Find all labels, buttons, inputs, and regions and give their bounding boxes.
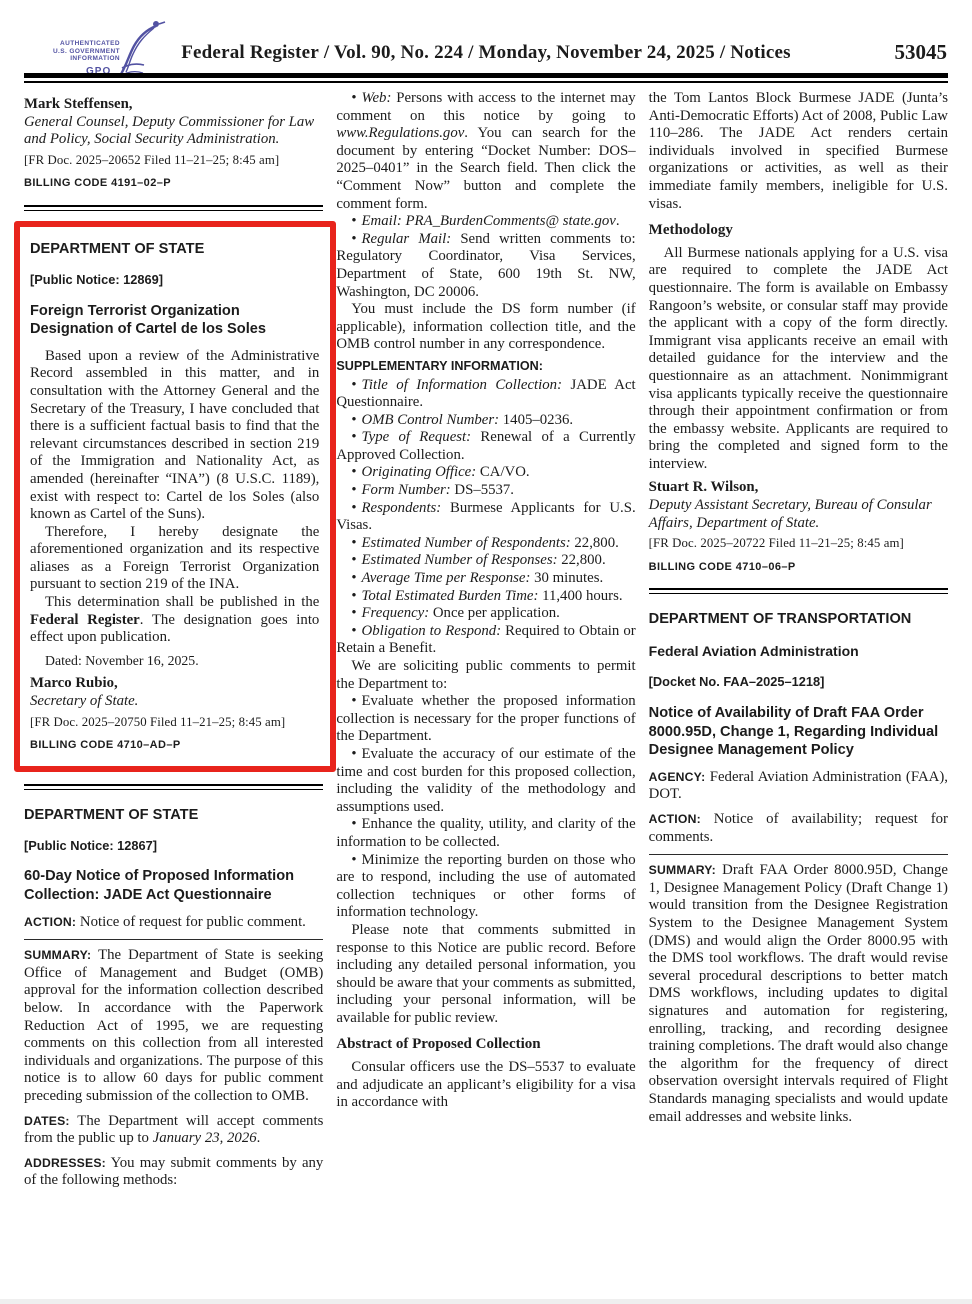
bullet-item bbox=[336, 570, 635, 588]
field-label: ACTION: bbox=[648, 812, 701, 826]
document-title: Notice of Availability of Draft FAA Order 8000.95D, Change 1, Regarding Individual Designee Management Policy bbox=[648, 705, 939, 759]
bullet-item bbox=[336, 213, 635, 231]
gpo-line: AUTHENTICATED bbox=[60, 40, 120, 47]
text-run: Frequency: bbox=[361, 605, 430, 622]
text-run: Please note that comments submitted in response to this Notice are public record. Before including any detailed personal information, you should be aware that your comments as submitted, including your personal information, will be available for public review. bbox=[336, 921, 636, 1026]
text-run: Total Estimated Burden Time: bbox=[361, 587, 539, 604]
notice-number: [Public Notice: 12867] bbox=[24, 837, 157, 853]
supplementary-information-heading: SUPPLEMENTARY INFORMATION: bbox=[336, 358, 543, 373]
section-divider bbox=[24, 205, 323, 211]
gpo-line: INFORMATION bbox=[70, 55, 120, 62]
text-run: Obligation to Respond: bbox=[361, 622, 502, 639]
labeled-paragraph bbox=[649, 769, 948, 804]
text-run: Web: bbox=[361, 90, 392, 106]
text-run: Burmese Applicants for U.S. Visas. bbox=[336, 499, 636, 534]
bullet-item bbox=[336, 852, 635, 922]
dated-line: Dated: November 16, 2025. bbox=[45, 652, 199, 668]
bullet-item bbox=[336, 412, 635, 430]
bullet-icon: • bbox=[351, 482, 357, 499]
text-run: Form Number: bbox=[361, 482, 451, 499]
field-divider bbox=[24, 939, 323, 940]
section-subheading: Abstract of Proposed Collection bbox=[336, 1036, 541, 1053]
highlight-annotation-box bbox=[14, 221, 336, 772]
bullet-icon: • bbox=[351, 587, 357, 604]
text-run: Evaluate the accuracy of our estimate of the time and cost burden for this proposed collection, including the validity of the methodology and assumptions used. bbox=[336, 745, 636, 815]
bullet-item bbox=[336, 231, 635, 301]
field-divider bbox=[649, 854, 948, 855]
field-label: DATES: bbox=[24, 1113, 70, 1128]
text-run: This determination shall be published in the bbox=[45, 594, 320, 611]
text-run: The Department of State is seeking Office of Management and Budget (OMB) approval for the information collection described below. In accordance with the Paperwork Reduction Act of 1995, we are requesting comments on this collection from all interested individuals and organizations. The purpose of this notice is to allow 60 days for public comment preceding submission of the collection to OMB. bbox=[24, 947, 324, 1104]
body-paragraph bbox=[649, 90, 948, 213]
field-label: SUMMARY: bbox=[648, 863, 716, 878]
notice-number: [Public Notice: 12869] bbox=[30, 271, 163, 287]
text-run: Consular officers use the DS–5537 to evaluate and adjudicate an applicant’s eligibility for a visa in accordance with bbox=[336, 1059, 636, 1111]
text-run: OMB Control Number: bbox=[361, 411, 500, 428]
signatory-name: Marco Rubio, bbox=[30, 675, 118, 692]
body-paragraph bbox=[336, 301, 635, 354]
bullet-icon: • bbox=[351, 230, 357, 247]
text-run: . bbox=[256, 1130, 261, 1147]
text-run: Based upon a review of the Administrative Record assembled in this matter, and in consultation with the Attorney General and the Secretary of the Treasury, I have concluded that there is a sufficient factual basis to find that the relevant circumstances described in section 219 of the Immigration and Nationality Act, as amended (hereinafter “INA”) (8 U.S.C. 1189), exist with respect to: Cartel de los Soles (also known as Cartel of the Suns). bbox=[30, 347, 320, 523]
text-run: Notice of availability; request for comments. bbox=[648, 811, 948, 845]
billing-code: BILLING CODE 4710–AD–P bbox=[30, 739, 181, 752]
field-label: ACTION: bbox=[24, 914, 77, 929]
bullet-item bbox=[336, 746, 635, 816]
body-paragraph bbox=[30, 348, 319, 524]
text-run: Therefore, I hereby designate the aforementioned organization and its respective aliases as a Foreign Terrorist Organization pursuant to section 219 of the INA. bbox=[30, 523, 320, 593]
bullet-icon: • bbox=[351, 605, 357, 622]
department-heading: DEPARTMENT OF TRANSPORTATION bbox=[648, 611, 912, 628]
bullet-icon: • bbox=[351, 376, 357, 393]
text-run: All Burmese nationals applying for a U.S. visa are required to complete the JADE Act questionnaire. The form is available on Embassy Rangoon’s website, or consular staff may provide the applicant with a copy of the form directly. Immigrant visa applicants receive an email with detailed guidance for the interview and the questionnaire as an attachment. Nonimmigrant visa applicants typically receive the questionnaire through their appointment confirmation or from the embassy website. Applicants are required to bring the completed and signed form to the interview. bbox=[648, 244, 948, 472]
section-divider bbox=[24, 784, 323, 790]
text-run: Persons with access to the internet may comment on this notice by going to bbox=[336, 90, 636, 124]
text-run: DS–5537. bbox=[450, 482, 515, 499]
department-heading: DEPARTMENT OF STATE bbox=[30, 240, 205, 257]
bullet-item bbox=[336, 552, 635, 570]
body-paragraph bbox=[336, 658, 635, 693]
text-run: Regular Mail: bbox=[361, 230, 452, 247]
fr-doc-line: [FR Doc. 2025–20750 Filed 11–21–25; 8:45 am] bbox=[30, 714, 286, 729]
text-run: Email: PRA_BurdenComments@ state.gov bbox=[361, 213, 616, 230]
masthead-title bbox=[181, 42, 791, 64]
labeled-paragraph bbox=[649, 811, 948, 846]
column-right bbox=[649, 90, 948, 1190]
text-run: You must include the DS form number (if applicable), information collection title, and the OMB control number in any correspondence. bbox=[336, 301, 636, 353]
bullet-item bbox=[336, 605, 635, 623]
text-run: Respondents: bbox=[361, 499, 442, 516]
page-number: 53045 bbox=[894, 40, 947, 64]
department-heading: DEPARTMENT OF STATE bbox=[24, 806, 199, 823]
text-run: You may submit comments by any of the following methods: bbox=[24, 1154, 324, 1189]
text-run: 22,800. bbox=[557, 552, 606, 569]
text-run: January 23, 2026 bbox=[152, 1130, 257, 1147]
section-subheading: Methodology bbox=[648, 222, 733, 239]
billing-code: BILLING CODE 4191–02–P bbox=[24, 177, 171, 190]
bullet-item bbox=[336, 623, 635, 658]
gpo-wordmark: GPO bbox=[86, 66, 112, 77]
text-run: 22,800. bbox=[570, 534, 619, 551]
signatory-title: Deputy Assistant Secretary, Bureau of Consular Affairs, Department of State. bbox=[648, 497, 932, 531]
labeled-paragraph bbox=[24, 1155, 323, 1190]
agency-heading: Federal Aviation Administration bbox=[648, 643, 859, 660]
text-run: Average Time per Response: bbox=[361, 570, 531, 587]
bullet-icon: • bbox=[351, 534, 357, 551]
bullet-icon: • bbox=[351, 499, 357, 516]
text-run: JADE Act Questionnaire. bbox=[336, 376, 636, 411]
bullet-icon: • bbox=[351, 851, 357, 868]
notice-number: [Docket No. FAA–2025–1218] bbox=[648, 674, 825, 690]
body-paragraph bbox=[30, 594, 319, 647]
bullet-item bbox=[336, 588, 635, 606]
gpo-line: U.S. GOVERNMENT bbox=[52, 47, 120, 55]
bullet-icon: • bbox=[351, 90, 357, 106]
field-label: SUMMARY: bbox=[24, 948, 92, 963]
signatory-name: Mark Steffensen, bbox=[24, 96, 133, 112]
billing-code: BILLING CODE 4710–06–P bbox=[648, 560, 796, 573]
masthead-title-bold: Federal Register bbox=[181, 42, 319, 63]
bullet-icon: • bbox=[351, 816, 357, 833]
text-run: the Tom Lantos Block Burmese JADE (Junta’s Anti-Democratic Efforts) Act of 2008, Public Law 110–286. The JADE Act renders certain individuals involved in specified Burmese organizations or activities, as well as their immediate family members, ineligible for U.S. visas. bbox=[648, 90, 948, 212]
text-run: Evaluate whether the proposed information collection is necessary for the proper functions of the Department. bbox=[336, 693, 636, 745]
text-run: Minimize the reporting burden on those who are to respond, including the use of automated collection techniques or other forms of information technology. bbox=[336, 851, 636, 921]
text-run: www.Regulations.gov bbox=[336, 125, 465, 142]
column-middle bbox=[336, 90, 635, 1190]
bullet-icon: • bbox=[351, 552, 357, 569]
document-title: 60-Day Notice of Proposed Information Collection: JADE Act Questionnaire bbox=[24, 868, 295, 903]
text-run: The Department will accept comments from the public up to bbox=[24, 1112, 324, 1147]
bullet-icon: • bbox=[351, 693, 357, 710]
bullet-icon: • bbox=[351, 745, 357, 762]
column-left bbox=[24, 90, 323, 1190]
document-title: Foreign Terrorist Organization Designation of Cartel de los Soles bbox=[30, 302, 266, 338]
text-run: Type of Request: bbox=[361, 429, 472, 446]
text-run: Send written comments to: Regulatory Coordinator, Visa Services, Department of State, 600 19th St. NW, Washington, DC 20006. bbox=[336, 230, 636, 300]
body-paragraph bbox=[30, 524, 319, 594]
field-label: AGENCY: bbox=[648, 769, 706, 784]
bullet-icon: • bbox=[351, 464, 357, 481]
labeled-paragraph bbox=[24, 914, 323, 932]
bullet-item bbox=[336, 500, 635, 535]
signatory-title: General Counsel, Deputy Commissioner for Law and Policy, Social Security Administration. bbox=[24, 113, 315, 148]
text-run: Federal Register bbox=[30, 611, 140, 628]
bullet-icon: • bbox=[351, 622, 357, 639]
section-divider bbox=[649, 588, 948, 594]
bullet-icon: • bbox=[351, 570, 357, 587]
body-paragraph bbox=[336, 1059, 635, 1112]
text-run: Estimated Number of Respondents: bbox=[361, 534, 571, 551]
text-run: Originating Office: bbox=[361, 464, 477, 481]
scan-edge bbox=[0, 1299, 972, 1304]
bullet-item bbox=[336, 429, 635, 464]
bullet-icon: • bbox=[351, 429, 357, 446]
body-paragraph bbox=[649, 245, 948, 474]
bullet-item bbox=[336, 90, 635, 213]
bullet-item bbox=[336, 693, 635, 746]
signatory-name: Stuart R. Wilson, bbox=[648, 479, 759, 496]
text-run: Estimated Number of Responses: bbox=[361, 552, 558, 569]
text-run: Federal Aviation Administration (FAA), DOT. bbox=[648, 768, 948, 803]
bullet-item bbox=[336, 377, 635, 412]
document-body bbox=[24, 90, 948, 1190]
bullet-icon: • bbox=[351, 213, 357, 230]
text-run: 11,400 hours. bbox=[538, 587, 623, 604]
fr-doc-line: [FR Doc. 2025–20652 Filed 11–21–25; 8:45 am] bbox=[24, 152, 280, 167]
text-run: Notice of request for public comment. bbox=[79, 913, 306, 930]
text-run: . You can search for the document by entering “Docket Number: DOS–2025–0401” in the Search field. Then click the “Comment Now” button and complete the comment form. bbox=[336, 125, 636, 212]
text-run: Once per application. bbox=[429, 605, 560, 622]
text-run: Required to Obtain or Retain a Benefit. bbox=[336, 622, 636, 657]
text-run: Draft FAA Order 8000.95D, Change 1, Designee Management Policy (Draft Change 1) would transition from the Designee Registration System to the Designee Management System (DMS) and would align the Order 8000.95 with the DMS tool workflows. The draft would revise several procedural descriptions to better match DMS workflows, including updates to digital signatures and automation for registering, enrolling, tracking, and recording designee training completions. The draft would also change the algorithm for the frequency of direct observation oversight intervals required of Flight Standards managing specialists and would update email addresses and website links. bbox=[648, 862, 948, 1125]
text-run: Title of Information Collection: bbox=[361, 376, 562, 393]
field-label: ADDRESSES: bbox=[24, 1155, 106, 1170]
signatory-title: Secretary of State. bbox=[30, 693, 139, 710]
text-run: . bbox=[615, 213, 620, 230]
bullet-item bbox=[336, 816, 635, 851]
labeled-paragraph bbox=[649, 862, 948, 1126]
labeled-paragraph bbox=[24, 947, 323, 1105]
text-run: 1405–0236. bbox=[499, 411, 574, 428]
text-run: . The designation goes into effect upon publication. bbox=[30, 611, 320, 646]
bullet-item bbox=[336, 482, 635, 500]
text-run: We are soliciting public comments to permit the Department to: bbox=[336, 658, 636, 692]
bullet-item bbox=[336, 464, 635, 482]
fr-doc-line: [FR Doc. 2025–20722 Filed 11–21–25; 8:45 am] bbox=[648, 536, 904, 551]
text-run: Renewal of a Currently Approved Collection. bbox=[336, 429, 636, 463]
text-run: 30 minutes. bbox=[530, 570, 604, 587]
body-paragraph bbox=[336, 922, 635, 1028]
masthead-rule bbox=[24, 73, 948, 83]
masthead bbox=[0, 42, 972, 70]
text-run: Enhance the quality, utility, and clarity of the information to be collected. bbox=[336, 816, 636, 850]
bullet-item bbox=[336, 535, 635, 553]
text-run: CA/VO. bbox=[476, 464, 530, 481]
masthead-title-rest: / Vol. 90, No. 224 / Monday, November 24, 2025 / Notices bbox=[318, 42, 791, 63]
labeled-paragraph bbox=[24, 1113, 323, 1148]
bullet-icon: • bbox=[351, 411, 357, 428]
